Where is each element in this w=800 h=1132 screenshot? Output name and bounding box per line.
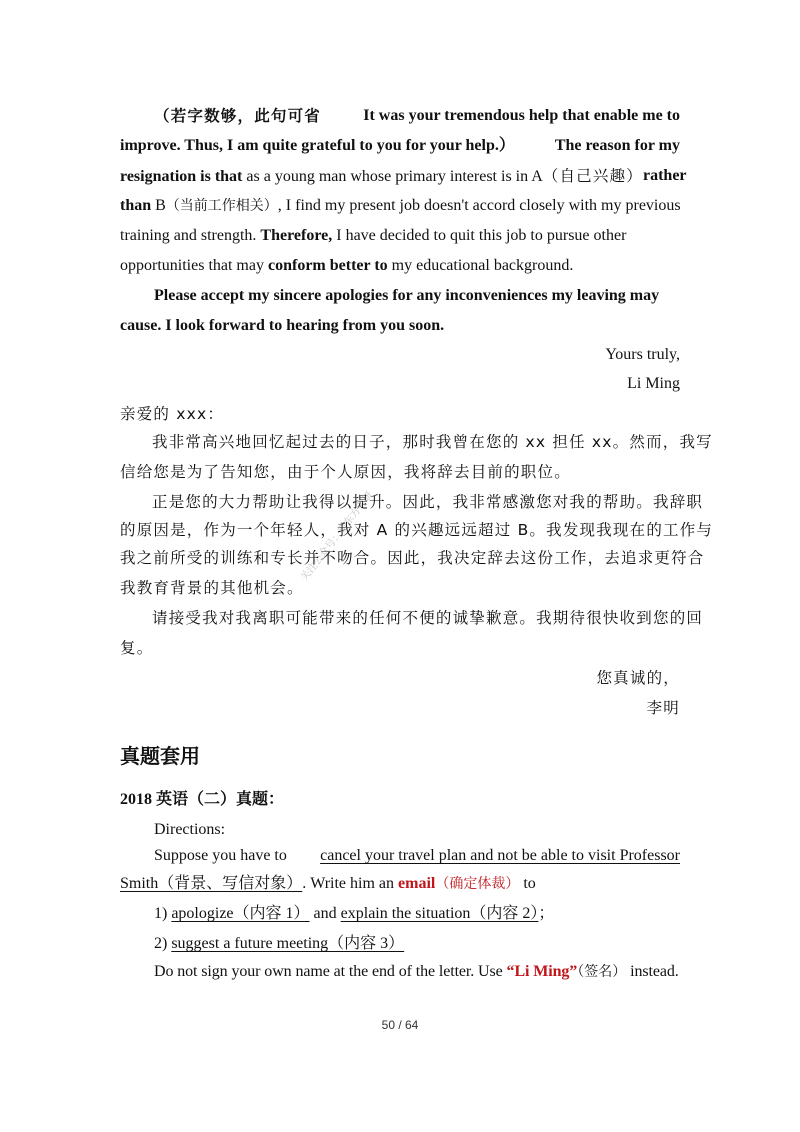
cn-p3-line2: 复。: [120, 639, 154, 657]
directions-label: Directions:: [154, 821, 226, 838]
para1-line2: improve. Thus, I am quite grateful to you for your help.） The reason for my: [120, 137, 680, 154]
cn-p2-line4: 我教育背景的其他机会。: [120, 579, 304, 597]
cn-p2-line3: 我之前所受的训练和专长并不吻合。因此，我决定辞去这份工作，去追求更符合: [120, 549, 705, 567]
para1-line4: than B（当前工作相关）, I find my present job doesn't accord closely with my previous: [120, 197, 681, 214]
para1-line3: resignation is that as a young man whose primary interest is in A（自己兴趣） rather: [120, 167, 687, 185]
directions-line1: Suppose you have to cancel your travel plan and not be able to visit Professor: [154, 847, 680, 864]
directions-line2: Smith（背景、写信对象）. Write him an email（确定体裁） to: [120, 875, 536, 892]
para2-line1: Please accept my sincere apologies for any inconveniences my leaving may: [154, 287, 660, 304]
cn-p2-line2: 的原因是，作为一个年轻人，我对 A 的兴趣远远超过 B。我发现我现在的工作与: [120, 521, 714, 539]
exam-title: 2018 英语（二）真题：: [120, 791, 285, 808]
letter-closing: Yours truly,: [605, 346, 680, 363]
para1-line1: （若字数够，此句可省 It was your tremendous help that enable me to: [154, 107, 680, 125]
cn-p1-line2: 信给您是为了告知您，由于个人原因，我将辞去目前的职位。: [120, 463, 571, 481]
letter-signature: Li Ming: [627, 375, 680, 392]
page-number: 50 / 64: [381, 1018, 419, 1032]
directions-last: Do not sign your own name at the end of the letter. Use “Li Ming”（签名） instead.: [154, 963, 679, 980]
para2-line2: cause. I look forward to hearing from you soon.: [120, 317, 445, 334]
watermark: 关注公众号：新东方考研: [299, 489, 376, 584]
section-title: 真题套用: [120, 744, 200, 768]
para1-line5: training and strength. Therefore, I have decided to quit this job to pursue other: [120, 227, 627, 244]
cn-p1-line1: 我非常高兴地回忆起过去的日子，那时我曾在您的 xx 担任 xx。然而，我写: [152, 433, 713, 451]
cn-closing: 您真诚的，: [596, 669, 680, 687]
cn-signature: 李明: [646, 699, 680, 717]
cn-greeting: 亲爱的 xxx：: [120, 405, 225, 423]
cn-p3-line1: 请接受我对我离职可能带来的任何不便的诚挚歉意。我期待很快收到您的回: [152, 609, 704, 627]
directions-item2: 2) suggest a future meeting（内容 3）: [154, 935, 405, 952]
directions-item1: 1) apologize（内容 1） and explain the situation（内容 2）；: [154, 905, 555, 922]
cn-p2-line1: 正是您的大力帮助让我得以提升。因此，我非常感激您对我的帮助。我辞职: [152, 493, 704, 511]
para1-line6: opportunities that may conform better to my educational background.: [120, 257, 574, 274]
